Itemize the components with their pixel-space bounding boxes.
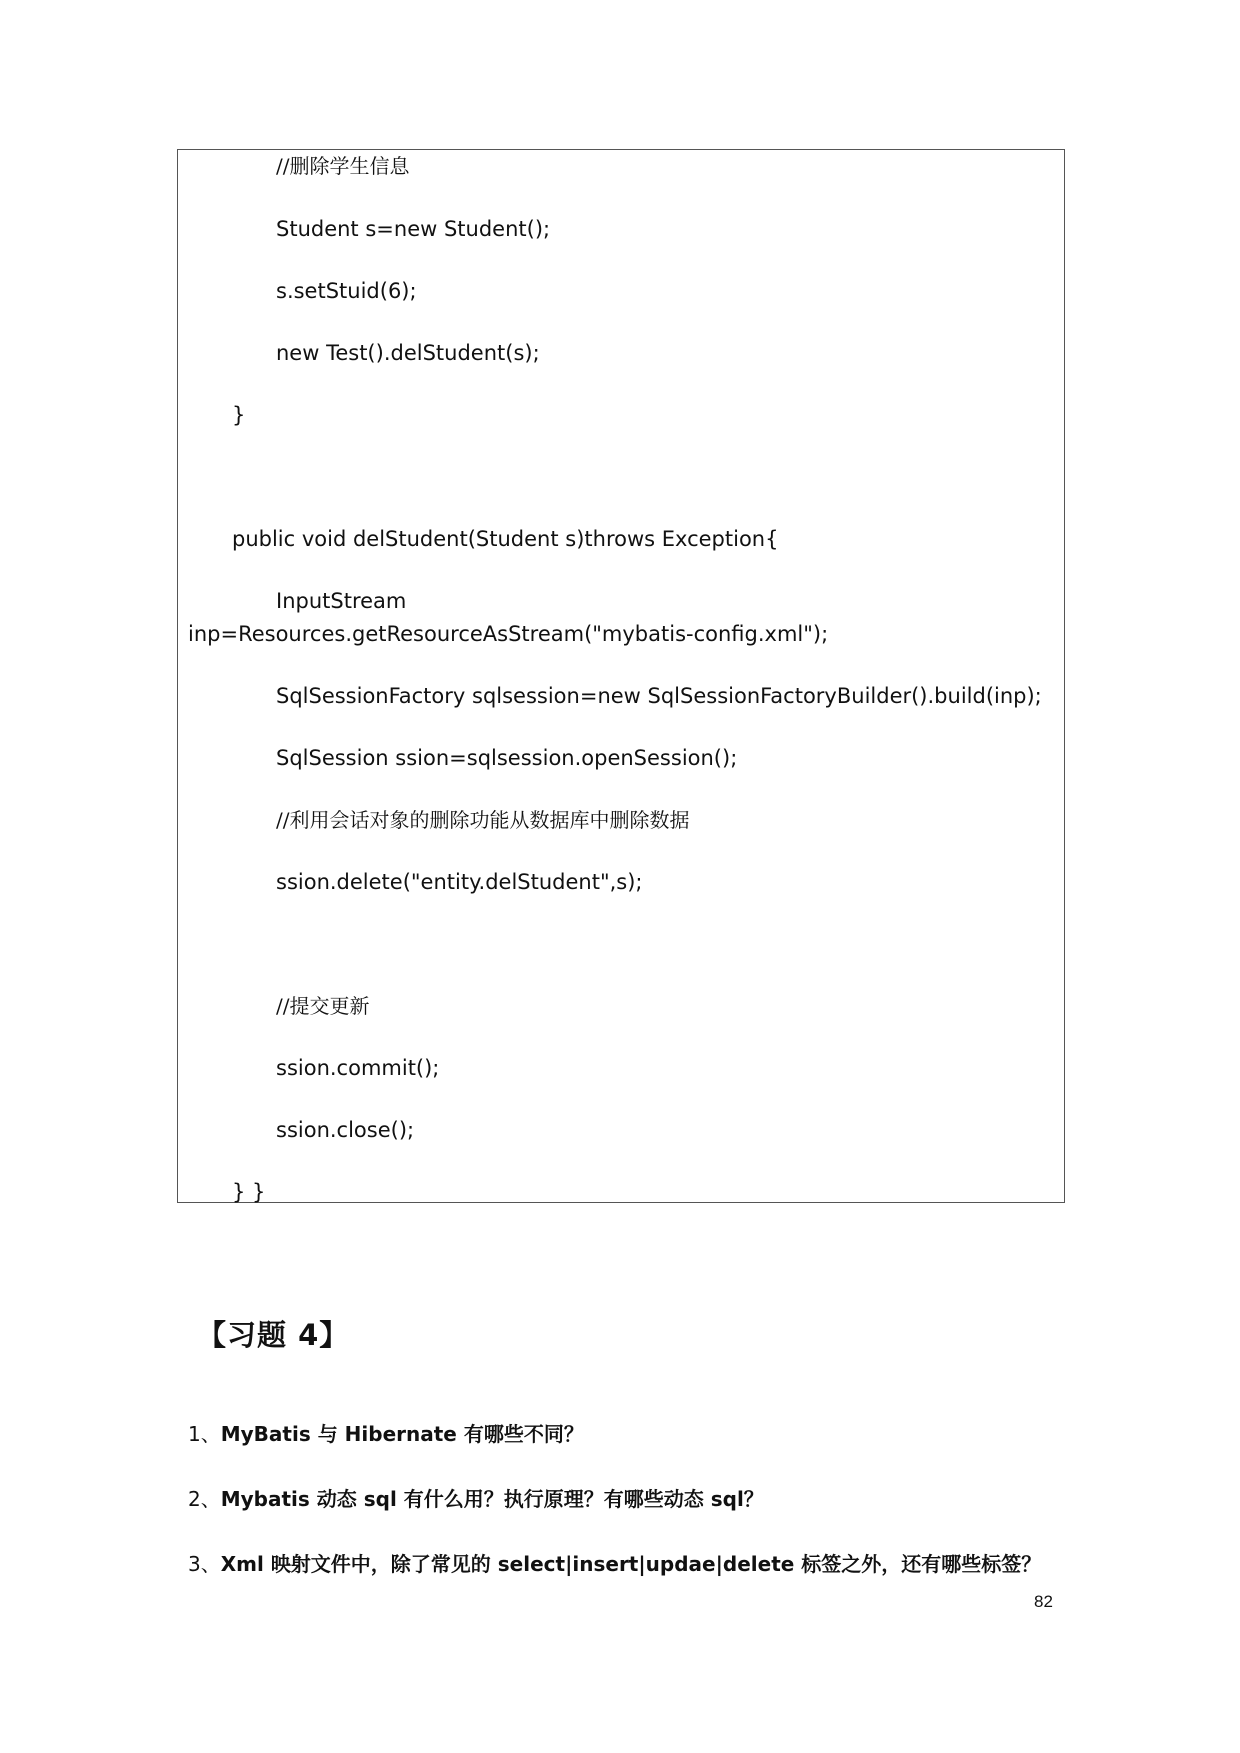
code-line: s.setStuid(6); bbox=[276, 279, 417, 303]
code-line: } bbox=[232, 403, 246, 427]
code-line: ssion.delete("entity.delStudent",s); bbox=[276, 870, 643, 894]
code-line: ssion.commit(); bbox=[276, 1056, 440, 1080]
code-line: } } bbox=[232, 1180, 266, 1204]
page-number: 82 bbox=[1034, 1592, 1053, 1611]
code-line: public void delStudent(Student s)throws Exception{ bbox=[232, 527, 779, 551]
code-line: inp=Resources.getResourceAsStream("mybatis-config.xml"); bbox=[188, 622, 829, 646]
code-line: InputStream bbox=[276, 589, 407, 613]
code-line: SqlSessionFactory sqlsession=new SqlSessionFactoryBuilder().build(inp); bbox=[276, 684, 1042, 708]
code-line-comment: //删除学生信息 bbox=[276, 154, 410, 178]
code-block bbox=[177, 149, 1065, 1203]
code-line: new Test().delStudent(s); bbox=[276, 341, 540, 365]
question-text: Mybatis 动态 sql 有什么用？执行原理？有哪些动态 sql？ bbox=[220, 1487, 764, 1511]
question-item bbox=[188, 1418, 584, 1447]
question-item bbox=[188, 1483, 764, 1512]
question-number: 1、 bbox=[188, 1422, 221, 1446]
code-line: Student s=new Student(); bbox=[276, 217, 551, 241]
code-line-comment: //提交更新 bbox=[276, 994, 370, 1018]
code-line: SqlSession ssion=sqlsession.openSession(); bbox=[276, 746, 738, 770]
question-text: Xml 映射文件中，除了常见的 select|insert|updae|delete 标签之外，还有哪些标签？ bbox=[220, 1552, 1042, 1576]
code-line-comment: //利用会话对象的删除功能从数据库中删除数据 bbox=[276, 808, 690, 832]
question-text: MyBatis 与 Hibernate 有哪些不同？ bbox=[220, 1422, 584, 1446]
question-number: 3、 bbox=[188, 1552, 221, 1576]
exercise-heading: 【习题 4】 bbox=[197, 1318, 350, 1352]
code-line: ssion.close(); bbox=[276, 1118, 415, 1142]
question-item bbox=[188, 1548, 1041, 1577]
question-number: 2、 bbox=[188, 1487, 221, 1511]
